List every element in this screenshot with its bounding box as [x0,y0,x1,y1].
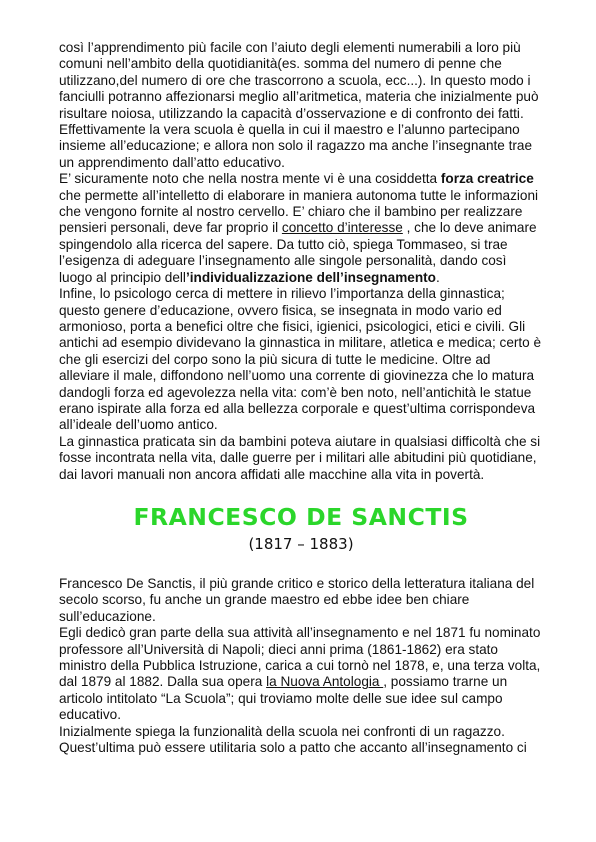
paragraph-de-sanctis-career [59,625,543,723]
section-years: (1817 – 1883) [248,534,354,553]
section-title: FRANCESCO DE SANCTIS [133,502,469,531]
paragraph-de-sanctis-intro: Francesco De Sanctis, il più grande critico e storico della letteratura italiana del secolo scorso, fu anche un grande maestro ed ebbe idee ben chiare sull’educazione. [59,575,535,624]
paragraph-arithmetic: così l’apprendimento più facile con l’aiuto degli elementi numerabili a loro più comuni nell’ambito della quotidianità(es. somma del numero di penne che utilizzano,del numero di ore che trascorrono a scuola, ecc...). In questo modo i fanciulli potranno affezionarsi meglio all’aritmetica, materia che inizialmente può risultare noiosa, utilizzando la capacità d’osservazione e di confronto dei fatti. Effettivamente la vera scuola è quella in cui il maestro e l’alunno partecipano insieme all’educazione; e allora non solo il ragazzo ma anche l’insegnante trae un apprendimento dall’atto educativo. [59,40,539,170]
paragraph-gymnastics-childhood: La ginnastica praticata sin da bambini poteva aiutare in qualsiasi difficoltà che si fosse incontrata nella vita, dalle guerre per i militari alle abitudini più quotidiane, dai lavori manuali non ancora affidati alle macchine alla vita in povertà. [59,433,541,482]
text-run: E’ sicuramente noto che nella nostra mente vi è una cosiddetta [59,171,441,187]
text-run: , che lo deve animare spingendolo alla ricerca del sapere. Da tutto ciò, spiega Tommaseo, si trae l’esigenza di adeguare l’insegnamento alle singole personalità, dando così luogo al principio dell [59,220,537,285]
underlined-nuova-antologia: la Nuova Antologia [266,674,384,690]
text-run: Egli dedicò gran parte della sua attività all’insegnamento e nel 1871 fu nominato professore all’Università di Napoli; dieci anni prima (1861-1862) era stato ministro della Pubblica Istruzione, carica a cui tornò nel 1878, e, una terza volta, dal 1879 al 1882. Dalla sua opera [59,625,541,690]
bold-individualizzazione: ’individualizzazione dell’insegnamento [185,269,436,285]
paragraph-creative-force [59,171,543,286]
text-run: che permette all’intelletto di elaborare in maniera autonoma tutte le informazioni che vengono fornite al nostro cervello. E’ chiaro che il bambino per realizzare pensieri personali, deve far proprio il [59,187,539,236]
paragraph-gymnastics: Infine, lo psicologo cerca di mettere in rilievo l’importanza della ginnastica; questo genere d’educazione, ovvero fisica, se insegnata in modo vario ed armonioso, porta a benefici oltre che fisici, igienici, psicologici, etici e civili. Gli antichi ad esempio dividevano la ginnastica in militare, atletica e medica; certo è che gli esercizi del corpo sono la più sicura di tutte le medicine. Oltre ad alleviare il male, diffondono nell’uomo una corrente di giovinezza che lo matura dandogli forza ed agevolezza nella vita: com’è ben noto, nell’antichità le statue erano ispirate alla forza ed alla bellezza corporale e quest’ultima corrispondeva all’ideale dell’uomo antico. [59,286,542,433]
text-run: , possiamo trarne un articolo intitolato “La Scuola”; qui troviamo molte delle sue idee sul campo educativo. [59,674,508,723]
underlined-concetto-interesse: concetto d’interesse [281,220,403,236]
bold-forza-creatrice: forza creatrice [440,171,534,187]
text-run: . [435,269,440,285]
paragraph-school-function: Inizialmente spiega la funzionalità della scuola nei confronti di un ragazzo. Quest’ultima può essere utilitaria solo a patto che accanto all’insegnamento ci [59,723,527,756]
document-page [59,40,543,756]
